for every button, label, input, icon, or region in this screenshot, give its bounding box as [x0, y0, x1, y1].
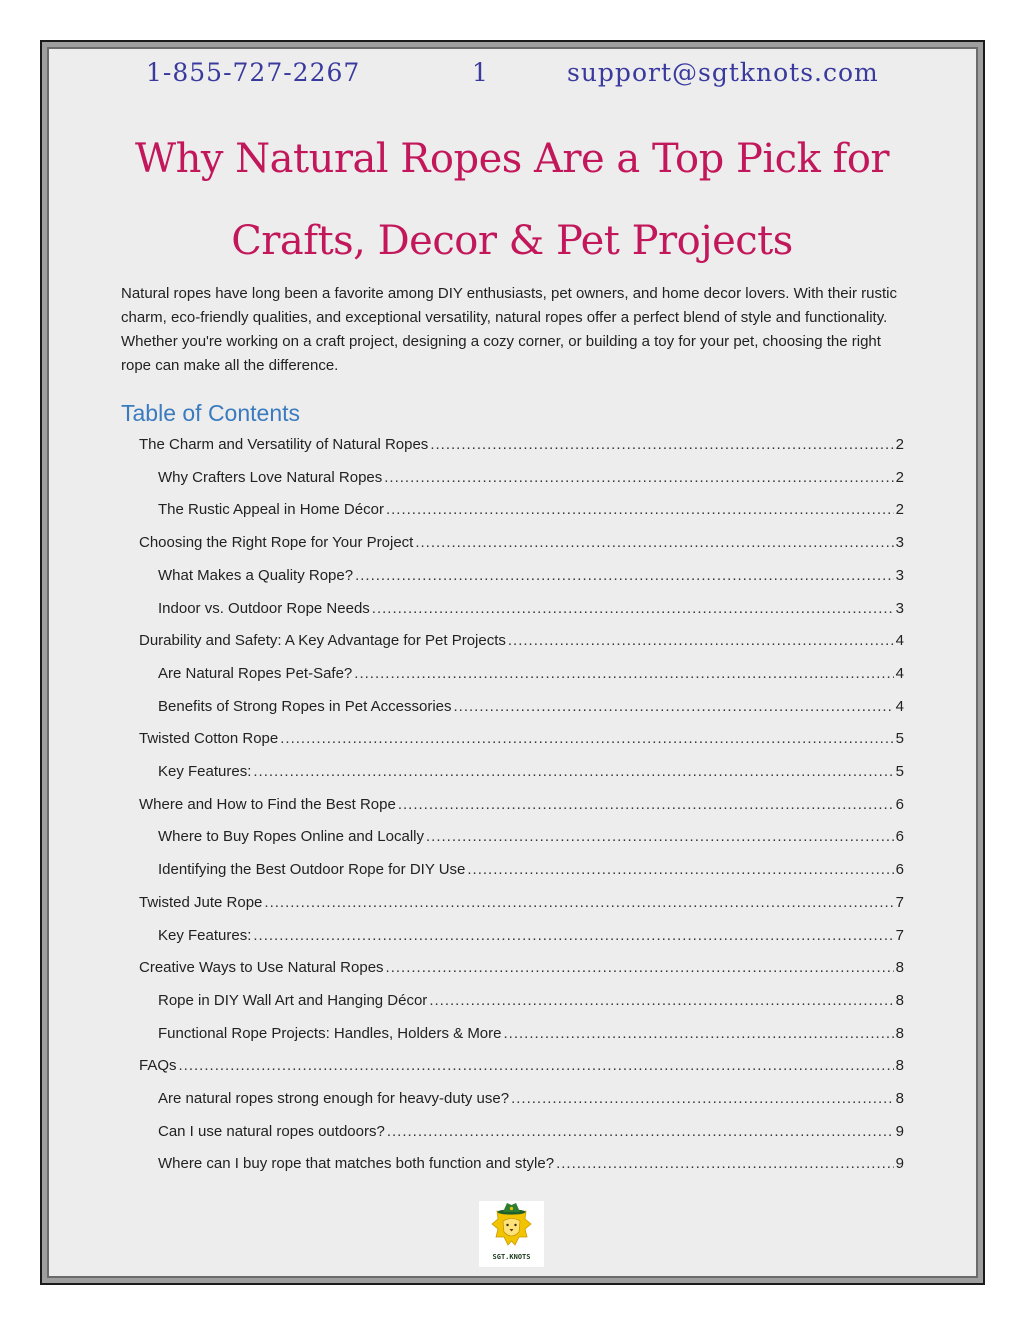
toc-dot-leader: [372, 594, 894, 624]
toc-entry-title: Where can I buy rope that matches both function and style?: [158, 1155, 555, 1173]
toc-dot-leader: [280, 724, 893, 754]
toc-entry-title: Identifying the Best Outdoor Rope for DIY Use: [158, 861, 466, 879]
toc-entry[interactable]: [139, 1051, 904, 1081]
toc-entry[interactable]: [158, 986, 904, 1016]
toc-dot-leader: [386, 495, 894, 525]
toc-entry[interactable]: [139, 953, 904, 983]
toc-dot-leader: [179, 1051, 894, 1081]
toc-entry[interactable]: [158, 1117, 904, 1147]
toc-entry[interactable]: [158, 463, 904, 493]
toc-dot-leader: [253, 921, 893, 951]
toc-dot-leader: [387, 1117, 894, 1147]
toc-dot-leader: [504, 1019, 894, 1049]
toc-entry[interactable]: [158, 822, 904, 852]
toc-entry-title: Indoor vs. Outdoor Rope Needs: [158, 599, 370, 617]
toc-dot-leader: [264, 888, 893, 918]
title-line-2: Crafts, Decor & Pet Projects: [231, 218, 793, 264]
toc-dot-leader: [355, 561, 894, 591]
toc-entry-page: 8: [895, 1057, 904, 1075]
toc-entry-page: 6: [895, 795, 904, 813]
toc-entry[interactable]: [158, 495, 904, 525]
toc-dot-leader: [454, 692, 894, 722]
document-title: [90, 118, 934, 282]
toc-entry-title: Functional Rope Projects: Handles, Holders & More: [158, 1024, 502, 1042]
toc-entry-page: 9: [895, 1122, 904, 1140]
toc-dot-leader: [511, 1084, 894, 1114]
toc-entry-page: 2: [895, 501, 904, 519]
toc-entry[interactable]: [139, 626, 904, 656]
toc-entry[interactable]: [139, 888, 904, 918]
toc-entry[interactable]: [158, 1019, 904, 1049]
toc-entry-page: 3: [895, 599, 904, 617]
toc-entry-title: Key Features:: [158, 926, 252, 944]
title-line-1: Why Natural Ropes Are a Top Pick for: [134, 136, 890, 182]
toc-entry[interactable]: [158, 921, 904, 951]
toc-dot-leader: [426, 822, 894, 852]
toc-entry[interactable]: [139, 430, 904, 460]
toc-entry-page: 7: [895, 893, 904, 911]
toc-entry[interactable]: [158, 855, 904, 885]
toc-dot-leader: [430, 430, 893, 460]
toc-entry-title: What Makes a Quality Rope?: [158, 566, 354, 584]
toc-entry-page: 2: [895, 468, 904, 486]
page-header: [0, 58, 1024, 98]
toc-entry-page: 8: [895, 991, 904, 1009]
toc-entry-title: Where and How to Find the Best Rope: [139, 795, 396, 813]
toc-dot-leader: [467, 855, 893, 885]
toc-entry-title: Rope in DIY Wall Art and Hanging Décor: [158, 991, 428, 1009]
toc-entry-page: 4: [895, 632, 904, 650]
toc-heading: Table of Contents: [121, 400, 301, 426]
header-page-number: 1: [472, 58, 489, 87]
toc-entry[interactable]: [139, 528, 904, 558]
lion-with-hat-icon: [479, 1201, 544, 1253]
header-phone: 1-855-727-2267: [146, 58, 361, 87]
toc-dot-leader: [398, 790, 894, 820]
header-email: support@sgtknots.com: [567, 58, 879, 87]
toc-entry[interactable]: [158, 757, 904, 787]
toc-entry-page: 8: [895, 959, 904, 977]
toc-entry-title: Twisted Jute Rope: [139, 893, 263, 911]
sgtknots-logo: [479, 1201, 544, 1267]
toc-entry-page: 8: [895, 1024, 904, 1042]
toc-entry-page: 3: [895, 534, 904, 552]
toc-entry-title: Why Crafters Love Natural Ropes: [158, 468, 383, 486]
toc-entry-title: Can I use natural ropes outdoors?: [158, 1122, 385, 1140]
toc-dot-leader: [384, 463, 893, 493]
toc-dot-leader: [253, 757, 893, 787]
toc-dot-leader: [415, 528, 893, 558]
toc-entry-page: 6: [895, 861, 904, 879]
toc-entry-page: 2: [895, 436, 904, 453]
toc-entry-page: 9: [895, 1155, 904, 1173]
toc-entry-title: Key Features:: [158, 763, 252, 780]
logo-text: SGT.KNOTS: [492, 1253, 531, 1261]
toc-entry-page: 8: [895, 1090, 904, 1107]
toc-entry-title: Durability and Safety: A Key Advantage for Pet Projects: [139, 632, 506, 650]
toc-dot-leader: [556, 1149, 894, 1179]
toc-entry-title: Are Natural Ropes Pet-Safe?: [158, 664, 353, 682]
toc-dot-leader: [354, 659, 893, 689]
toc-entry-page: 7: [895, 926, 904, 944]
toc-entry-page: 4: [895, 697, 904, 715]
toc-entry[interactable]: [158, 594, 904, 624]
toc-entry[interactable]: [158, 692, 904, 722]
toc-entry[interactable]: [158, 659, 904, 689]
toc-entry-title: Benefits of Strong Ropes in Pet Accessories: [158, 697, 452, 715]
toc-entry-page: 5: [895, 763, 904, 780]
toc-entry-page: 6: [895, 828, 904, 846]
toc-entry[interactable]: [158, 561, 904, 591]
toc-entry-title: Creative Ways to Use Natural Ropes: [139, 959, 384, 977]
toc-entry-title: Twisted Cotton Rope: [139, 730, 279, 748]
intro-paragraph: Natural ropes have long been a favorite among DIY enthusiasts, pet owners, and home decor lovers. With their rustic charm, eco-friendly qualities, and exceptional versatility, natural ropes offer a perfect blend of style and functionality. Whether you're working on a craft project, designing a cozy corner, or building a toy for your pet, choosing the right rope can make all the difference.: [121, 285, 897, 374]
toc-entry-title: The Charm and Versatility of Natural Ropes: [139, 436, 429, 453]
toc-entry-title: Choosing the Right Rope for Your Project: [139, 534, 414, 552]
toc-entry-page: 5: [895, 730, 904, 748]
toc-dot-leader: [386, 953, 894, 983]
toc-entry-title: The Rustic Appeal in Home Décor: [158, 501, 384, 519]
toc-entry[interactable]: [139, 724, 904, 754]
toc-dot-leader: [508, 626, 894, 656]
toc-entry-title: FAQs: [139, 1057, 177, 1075]
toc-entry[interactable]: [158, 1149, 904, 1179]
toc-entry-title: Are natural ropes strong enough for heavy-duty use?: [158, 1090, 510, 1107]
toc-dot-leader: [429, 986, 893, 1016]
toc-entry-page: 4: [895, 664, 904, 682]
toc-entry[interactable]: [139, 790, 904, 820]
toc-entry-page: 3: [895, 566, 904, 584]
toc-entry[interactable]: [158, 1084, 904, 1114]
toc-entry-title: Where to Buy Ropes Online and Locally: [158, 828, 424, 846]
